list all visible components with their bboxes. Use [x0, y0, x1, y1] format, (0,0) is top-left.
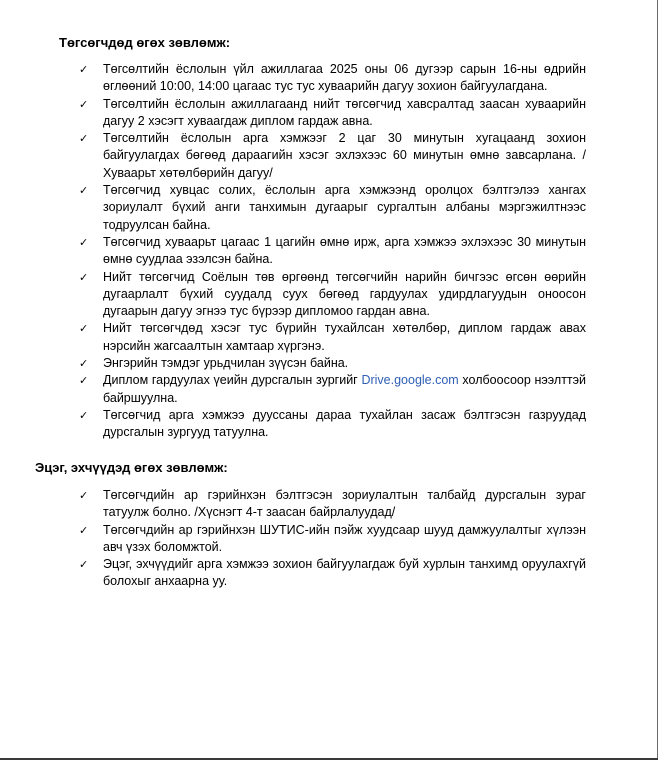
list-item: [0, 522, 586, 557]
checkmark-icon: ✓: [79, 235, 89, 249]
list-item: [0, 556, 586, 591]
item-text: Эцэг, эхчүүдийг арга хэмжээ зохион байгуулагдаж буй хурлын танхимд оруулахгүй болохыг анхаарна уу.: [103, 557, 586, 589]
checkmark-icon: ✓: [79, 374, 89, 388]
graduates-advice-list: [0, 61, 586, 442]
checkmark-icon: ✓: [79, 489, 89, 502]
checkmark-icon: ✓: [79, 184, 89, 198]
list-item: [0, 372, 586, 407]
list-item: [0, 130, 586, 182]
item-text: Төгсөлтийн ёслолын ажиллагаанд нийт төгсөгчид хавсралтад заасан хуваарийн дагуу 2 хэсэгт хуваагдаж диплом гардаж авна.: [103, 96, 586, 128]
checkmark-icon: ✓: [79, 322, 89, 336]
item-text: Төгсөлтийн ёслолын үйл ажиллагаа 2025 оны 06 дугээр сарын 16-ны өдрийн өглөөний 10:00, 14:00 цагаас тус тус хуваарийн дагуу зохион байгуулагдана.: [103, 62, 586, 94]
parents-advice-list: [0, 487, 586, 591]
section-heading-graduates: Төгсөгчдөд өгөх зөвлөмж:: [59, 35, 231, 50]
list-item: [0, 407, 586, 442]
item-text-after: холбоосоор нээлттэй байршуулна.: [103, 373, 586, 405]
item-text: Нийт төгсөгчид Соёлын төв өргөөнд төгсөгчийн нарийн бичгээс өгсөн өөрийн дугаарлалт бүхий суудалд суух бөгөөд гардуулах удирдлагуудын оноосон дугаарын дагуу эгнээ тус бүрээр дипломоо гардан авна.: [103, 269, 586, 319]
item-text: Диплом гардуулах үеийн дурсгалын зургийг: [103, 373, 362, 388]
list-item: [0, 487, 586, 522]
checkmark-icon: ✓: [79, 558, 89, 572]
checkmark-icon: ✓: [79, 63, 89, 76]
list-item: [0, 355, 586, 372]
item-text: Нийт төгсөгчдөд хэсэг тус бүрийн тухайлсан хөтөлбөр, диплом гардаж авах нэрсийн жагсаалтын хамтаар хүргэнэ.: [103, 321, 586, 353]
item-text: Төгсөгчид хуваарьт цагаас 1 цагийн өмнө ирж, арга хэмжээ эхлэхээс 30 минутын өмнө суудлаа эзэлсэн байна.: [103, 234, 586, 267]
list-item: [0, 320, 586, 355]
list-item: [0, 96, 586, 131]
list-item: [0, 182, 586, 234]
list-item: [0, 61, 586, 96]
drive-link[interactable]: Drive.google.com: [361, 373, 459, 388]
item-text: Энгэрийн тэмдэг урьдчилан зүүсэн байна.: [103, 356, 349, 371]
checkmark-icon: ✓: [79, 132, 89, 146]
item-text: Төгсөгчдийн ар гэрийнхэн ШУТИС-ийн пэйж хуудсаар шууд дамжуулалтыг хүлээн авч үзэх боломжтой.: [103, 522, 586, 554]
section-heading-parents: Эцэг, эхчүүдэд өгөх зөвлөмж:: [35, 460, 228, 475]
checkmark-icon: ✓: [79, 270, 89, 284]
checkmark-icon: ✓: [79, 357, 89, 371]
item-text: Төгсөгчид хувцас солих, ёслолын арга хэмжээнд оролцох бэлтгэлээ хангах зориулалт бүхий анги танхимын дугаарыг сургалтын албаны мэргэжилтнээс тодруулсан байна.: [103, 183, 586, 232]
list-item: [0, 269, 586, 321]
item-text: Төгсөлтийн ёслолын арга хэмжээг 2 цаг 30 минутын хугацаанд зохион байгуулагдах бөгөөд дараагийн хэсэг эхлэхээс 60 минутын өмнө завсарлана. /Хуваарьт хөтөлбөрийн дагуу/: [103, 131, 586, 180]
list-item: [0, 234, 586, 269]
checkmark-icon: ✓: [79, 97, 89, 111]
checkmark-icon: ✓: [79, 523, 89, 537]
item-text: Төгсөгчид арга хэмжээ дууссаны дараа тухайлан засаж бэлтгэсэн газруудад дурсгалын зургууд татуулна.: [103, 407, 586, 440]
item-text: Төгсөгчдийн ар гэрийнхэн бэлтгэсэн зориулалтын талбайд дурсгалын зураг татуулж болно. /Хүснэгт 4-т заасан байрлалуудад/: [103, 488, 586, 520]
checkmark-icon: ✓: [79, 408, 89, 422]
